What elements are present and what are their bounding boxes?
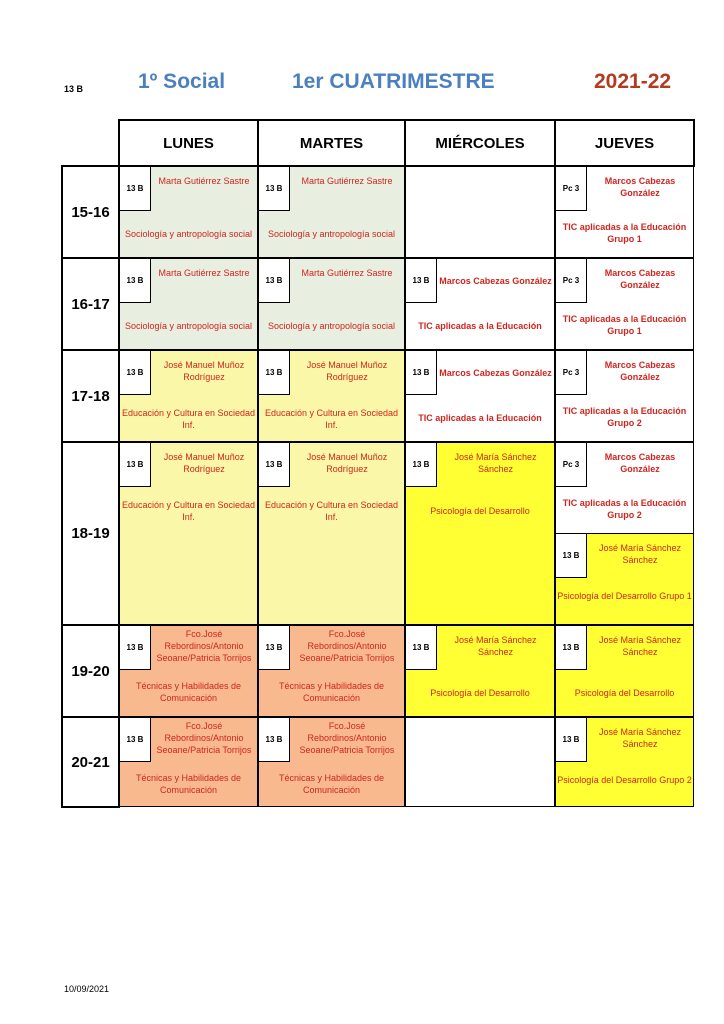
subject-name: Técnicas y Habilidades de Comunicación [135, 681, 242, 703]
teacher-name: Marta Gutiérrez Sastre [158, 176, 250, 186]
subject-name: Sociología y antropología social [267, 321, 396, 331]
class-slot[interactable] [555, 533, 694, 625]
subject-name: Sociología y antropología social [124, 321, 253, 331]
hour-18-19: 18-19 [61, 441, 120, 626]
class-slot[interactable] [555, 166, 694, 258]
subject-name: TIC aplicadas a la Educación [418, 321, 542, 331]
subject-name: TIC aplicadas a la Educación Grupo 1 [562, 314, 687, 336]
room-label: 13 B [556, 718, 587, 762]
teacher-name: Marcos Cabezas González [439, 276, 552, 286]
teacher-name: Fco.José Rebordinos/Antonio Seoane/Patricia Torrijos [156, 721, 252, 755]
class-slot[interactable] [405, 625, 555, 717]
room-label: 13 B [259, 718, 290, 762]
room-label: 13 B [120, 718, 151, 762]
subject-name: Psicología del Desarrollo Grupo 1 [557, 591, 692, 601]
teacher-name: José María Sánchez Sánchez [454, 452, 537, 474]
class-slot[interactable] [258, 442, 405, 625]
class-slot[interactable] [405, 258, 555, 350]
room-label: 13 B [120, 443, 151, 487]
room-label: Pc 3 [556, 259, 587, 303]
class-slot[interactable] [555, 258, 694, 350]
room-label: 13 B [406, 443, 437, 487]
empty-slot [405, 166, 555, 258]
room-label: 13 B [259, 443, 290, 487]
room-label: 13 B [120, 626, 151, 670]
room-label: Pc 3 [556, 351, 587, 395]
print-date: 10/09/2021 [64, 984, 110, 994]
teacher-name: Marta Gutiérrez Sastre [158, 268, 250, 278]
class-slot[interactable] [555, 442, 694, 534]
hour-20-21: 20-21 [61, 716, 120, 808]
class-slot[interactable] [258, 258, 405, 350]
teacher-name: Fco.José Rebordinos/Antonio Seoane/Patricia Torrijos [299, 629, 395, 663]
period-title: 1er CUATRIMESTRE [292, 70, 495, 93]
room-label: 13 B [406, 626, 437, 670]
class-slot[interactable] [119, 625, 258, 717]
room-label: 13 B [259, 626, 290, 670]
class-slot[interactable] [405, 442, 555, 625]
class-slot[interactable] [119, 166, 258, 258]
subject-name: Psicología del Desarrollo [574, 688, 675, 698]
teacher-name: Marcos Cabezas González [439, 368, 552, 378]
room-label: 13 B [259, 167, 290, 211]
subject-name: Técnicas y Habilidades de Comunicación [278, 773, 385, 795]
subject-name: Sociología y antropología social [124, 229, 253, 239]
teacher-name: José María Sánchez Sánchez [598, 635, 682, 657]
day-header-monday: LUNES [118, 119, 259, 167]
class-slot[interactable] [555, 717, 694, 807]
class-slot[interactable] [119, 442, 258, 625]
teacher-name: Marcos Cabezas González [604, 176, 676, 198]
subject-name: Psicología del Desarrollo Grupo 2 [557, 775, 692, 785]
hour-16-17: 16-17 [61, 257, 120, 351]
subject-name: Educación y Cultura en Sociedad Inf. [121, 408, 256, 430]
class-slot[interactable] [258, 350, 405, 442]
room-label: 13 B [120, 351, 151, 395]
teacher-name: José Manuel Muñoz Rodríguez [163, 452, 245, 474]
hour-15-16: 15-16 [61, 165, 120, 259]
subject-name: Psicología del Desarrollo [430, 506, 530, 516]
class-slot[interactable] [258, 625, 405, 717]
subject-name: Sociología y antropología social [267, 229, 396, 239]
room-label: 13 B [120, 167, 151, 211]
empty-slot [405, 717, 555, 807]
class-slot[interactable] [119, 717, 258, 807]
teacher-name: Marta Gutiérrez Sastre [301, 268, 393, 278]
room-label: 13 B [120, 259, 151, 303]
teacher-name: Marta Gutiérrez Sastre [301, 176, 393, 186]
room-label: Pc 3 [556, 443, 587, 487]
day-header-wednesday: MIÉRCOLES [404, 119, 556, 167]
subject-name: Educación y Cultura en Sociedad Inf. [121, 500, 256, 522]
teacher-name: José Manuel Muñoz Rodríguez [306, 452, 388, 474]
day-header-thursday: JUEVES [554, 119, 695, 167]
subject-name: Técnicas y Habilidades de Comunicación [278, 681, 385, 703]
teacher-name: Fco.José Rebordinos/Antonio Seoane/Patricia Torrijos [299, 721, 395, 755]
hour-19-20: 19-20 [61, 624, 120, 718]
teacher-name: Fco.José Rebordinos/Antonio Seoane/Patricia Torrijos [156, 629, 252, 663]
subject-name: TIC aplicadas a la Educación Grupo 1 [562, 222, 687, 244]
room-label: 13 B [406, 351, 437, 395]
room-label: 13 B [556, 534, 587, 578]
teacher-name: José Manuel Muñoz Rodríguez [306, 360, 388, 382]
teacher-name: José María Sánchez Sánchez [598, 543, 682, 565]
subject-name: Educación y Cultura en Sociedad Inf. [264, 408, 399, 430]
room-label: 13 B [556, 626, 587, 670]
teacher-name: José Manuel Muñoz Rodríguez [163, 360, 245, 382]
subject-name: Técnicas y Habilidades de Comunicación [135, 773, 242, 795]
subject-name: Educación y Cultura en Sociedad Inf. [264, 500, 399, 522]
teacher-name: Marcos Cabezas González [604, 452, 676, 474]
room-label: 13 B [406, 259, 437, 303]
subject-name: TIC aplicadas a la Educación [418, 413, 542, 423]
hour-17-18: 17-18 [61, 349, 120, 443]
class-slot[interactable] [555, 625, 694, 717]
class-slot[interactable] [119, 258, 258, 350]
academic-year: 2021-22 [594, 70, 672, 93]
teacher-name: José María Sánchez Sánchez [598, 727, 682, 749]
course-title: 1º Social [138, 70, 226, 93]
room-label: Pc 3 [556, 167, 587, 211]
subject-name: TIC aplicadas a la Educación Grupo 2 [562, 406, 687, 428]
room-label: 13 B [259, 351, 290, 395]
class-slot[interactable] [258, 166, 405, 258]
class-slot[interactable] [258, 717, 405, 807]
day-header-tuesday: MARTES [257, 119, 406, 167]
teacher-name: José María Sánchez Sánchez [454, 635, 537, 657]
header-room-code: 13 B [64, 84, 84, 94]
subject-name: Psicología del Desarrollo [430, 688, 530, 698]
class-slot[interactable] [119, 350, 258, 442]
teacher-name: Marcos Cabezas González [604, 268, 676, 290]
subject-name: TIC aplicadas a la Educación Grupo 2 [562, 498, 687, 520]
teacher-name: Marcos Cabezas González [604, 360, 676, 382]
class-slot[interactable] [555, 350, 694, 442]
class-slot[interactable] [405, 350, 555, 442]
room-label: 13 B [259, 259, 290, 303]
